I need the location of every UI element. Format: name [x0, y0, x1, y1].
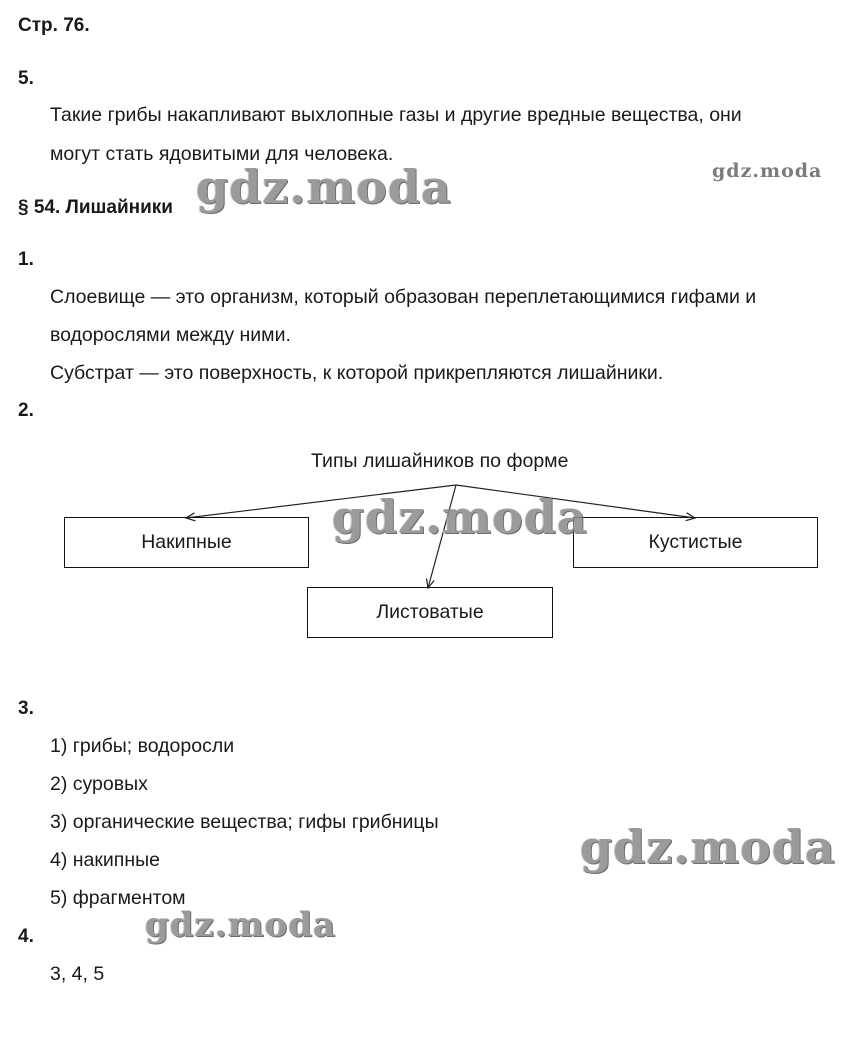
diagram-box-right-label: Кустистые	[648, 531, 743, 553]
diagram-box-bottom-label: Листоватые	[376, 601, 484, 623]
watermark: gdz.moda	[145, 905, 337, 945]
watermark: gdz.moda	[332, 490, 588, 544]
diagram-box-right	[573, 517, 818, 568]
list-item: 2) суровых	[50, 773, 148, 795]
watermark: gdz.moda	[196, 160, 452, 214]
diagram-title: Типы лишайников по форме	[311, 450, 569, 472]
watermark: gdz.moda	[712, 160, 823, 182]
question-number-4: 4.	[18, 926, 34, 947]
list-item: 5) фрагментом	[50, 887, 186, 909]
list-item: 3) органические вещества; гифы грибницы	[50, 811, 439, 833]
diagram-box-left-label: Накипные	[141, 531, 232, 553]
diagram-box-bottom	[307, 587, 553, 638]
question-number-1: 1.	[18, 249, 34, 270]
answer-line: водорослями между ними.	[50, 324, 291, 346]
section-title: § 54. Лишайники	[18, 197, 173, 218]
diagram-box-left	[64, 517, 309, 568]
answer-line: 3, 4, 5	[50, 963, 105, 985]
answer-line: могут стать ядовитыми для человека.	[50, 143, 394, 165]
question-number-3: 3.	[18, 698, 34, 719]
page-header: Стр. 76.	[18, 15, 90, 36]
answer-line: Слоевище — это организм, который образован переплетающимися гифами и	[50, 286, 757, 308]
list-item: 4) накипные	[50, 849, 160, 871]
question-number-2: 2.	[18, 400, 34, 421]
answer-line: Субстрат — это поверхность, к которой прикрепляются лишайники.	[50, 362, 664, 384]
answer-line: Такие грибы накапливают выхлопные газы и другие вредные вещества, они	[50, 104, 742, 126]
question-number-5: 5.	[18, 68, 34, 89]
watermark: gdz.moda	[580, 820, 836, 874]
list-item: 1) грибы; водоросли	[50, 735, 235, 757]
